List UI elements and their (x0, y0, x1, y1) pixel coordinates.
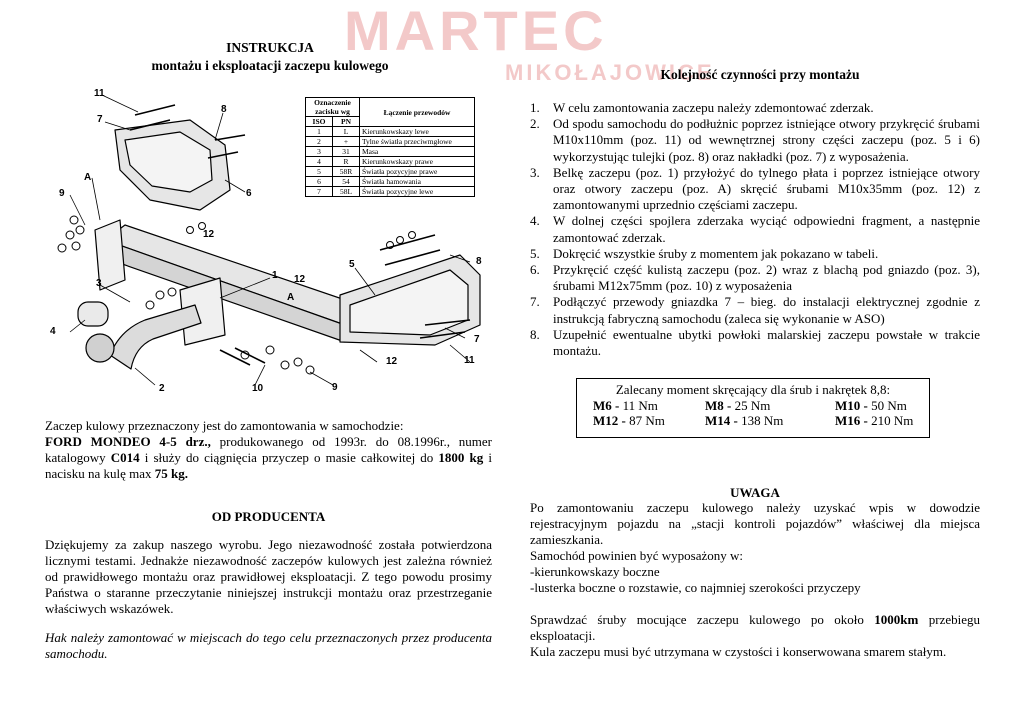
label-pos-8: 8 (221, 104, 227, 115)
label-pos-7: 7 (97, 114, 103, 125)
max-trailer-mass: 1800 kg (438, 450, 484, 465)
doc-subtitle: montażu i eksploatacji zaczepu kulowego (151, 58, 389, 73)
table-row: 5 58R Światła pozycyjne prawe (306, 167, 475, 177)
label-pos-3: 3 (96, 278, 102, 289)
label-pos-Ab: A (287, 292, 295, 303)
label-pos-12b: 12 (294, 274, 306, 285)
torque-heading: Zalecany moment skręcający dla śrub i nakrętek 8,8: (615, 382, 891, 397)
label-pos-6: 6 (246, 188, 252, 199)
label-pos-12: 12 (203, 229, 215, 240)
main-beam (105, 225, 360, 325)
watermark-location: MIKOŁAJOWICE (505, 60, 715, 85)
wiring-table (305, 97, 475, 197)
vehicle-description: Zaczep kulowy przeznaczony jest do zamontowania w samochodzie: FORD MONDEO 4-5 drz., produkowanego od 1993r. do 08.1996r., numer katalogowy C014 i służy do ciągnięcia przyczep o masie całkowitej do 1800 kg i nacisku na kulę max 75 kg. (45, 418, 492, 481)
list-item: 5. Dokręcić wszystkie śruby z momentem jak pokazano w tabeli. (530, 245, 879, 261)
table-row: 6 54 Światła hamowania (306, 177, 475, 187)
warning-heading: UWAGA (730, 485, 780, 500)
label-pos-11: 11 (94, 88, 105, 99)
list-item: 8. Uzupełnić ewentualne ubytki powłoki malarskiej zaczepu powstałe w trakcie montażu. (530, 326, 980, 359)
label-pos-5: 5 (349, 259, 355, 270)
table-row: 3 31 Masa (306, 147, 475, 157)
table-row: 2 + Tylne światła przeciwmgłowe (306, 137, 475, 147)
wiring-header-connection: Łączenie przewodów (360, 98, 475, 127)
producer-text: Dziękujemy za zakup naszego wyrobu. Jego niezawodność została potwierdzona licznymi testami. Jednakże niezawodność zaczepów kulowych jest zależna również od prawidłowego montażu oraz prawidłowej eksploatacji. Z tego powodu prosimy Państwa o staranne przeczytanie niniejszej instrukcji montażu oraz przestrzeganie właściwych wskazówek. (45, 537, 492, 616)
tow-ball (86, 334, 114, 362)
label-pos-12c: 12 (386, 356, 398, 367)
wiring-header-terminal: Oznaczenie zacisku wg (306, 98, 360, 117)
installation-steps (530, 100, 980, 359)
catalog-number: C014 (110, 450, 140, 465)
vehicle-model: FORD MONDEO 4-5 drz., (45, 434, 211, 449)
label-pos-1: 1 (272, 270, 278, 281)
label-pos-9b: 9 (332, 382, 338, 393)
producer-heading: OD PRODUCENTA (211, 509, 326, 524)
list-item: 6. Przykręcić część kulistą zaczepu (poz. 2) wraz z blachą pod gniazdo (poz. 3), śrubami M12x75mm (poz. 10) z wyposażenia (530, 262, 980, 294)
doc-title: INSTRUKCJA (226, 40, 314, 55)
list-item: 3. Belkę zaczepu (poz. 1) przyłożyć do tylnego płata i poprzez istniejące otwory oraz otwory zaczepu (poz. A) skręcić śrubami M10x35mm (poz. 12) z zamontowanymi uprzednio częściami zaczepu. (530, 164, 980, 213)
label-pos-4: 4 (50, 326, 56, 337)
label-pos-A: A (84, 172, 92, 183)
label-pos-7b: 7 (474, 334, 480, 345)
label-pos-10: 10 (252, 383, 264, 394)
table-row: 1 L Kierunkowskazy lewe (306, 127, 475, 137)
label-pos-2: 2 (159, 383, 165, 394)
list-item: 4. W dolnej części spojlera zderzaka wyciąć odpowiedni fragment, a następnie zamontować zderzak. (530, 213, 980, 245)
label-pos-8b: 8 (476, 256, 482, 267)
list-item: 1. W celu zamontowania zaczepu należy zdemontować zderzak. (530, 100, 874, 115)
table-row: 7 58L Światła pozycyjne lewe (306, 187, 475, 197)
list-item: 2. Od spodu samochodu do podłużnic poprzez istniejące otwory przykręcić śrubami M10x110mm (poz. 11) od wewnętrznej strony części zaczepu (poz. 5 i 6) wykorzystując tulejki (poz. 8) oraz nakładki (poz. 7) z wyposażenia. (530, 116, 980, 164)
wiring-subheader-iso: ISO (306, 117, 333, 127)
torque-row: M12 - 87 Nm M14 - 138 Nm M16 - 210 Nm (593, 413, 914, 428)
watermark-brand: MARTEC (344, 0, 608, 62)
label-pos-9: 9 (59, 188, 65, 199)
check-interval: 1000km (874, 612, 919, 627)
steps-heading: Kolejność czynności przy montażu (660, 67, 860, 82)
table-row: 4 R Kierunkowskazy prawe (306, 157, 475, 167)
warning-text: Po zamontowaniu zaczepu kulowego należy uzyskać wpis w dowodzie rejestracyjnym pojazdu na „stacji kontroli pojazdów” właściwej dla miejsca zamieszkania. Samochód powinien być wyposażony w: -kierunkowskazy boczne -lusterka boczne o rozstawie, co najmniej szerokości przyczepy Sprawdzać śruby mocujące zaczepu kulowego po około 1000km przebiegu eksploatacji. Kula zaczepu musi być utrzymana w czystości i konserwowana smarem stałym. (530, 500, 980, 659)
producer-note: Hak należy zamontować w miejscach do tego celu przeznaczonych przez producenta samochodu. (45, 630, 492, 661)
list-item: 7. Podłączyć przewody gniazdka 7 – bieg. do instalacji elektrycznej zgodnie z instrukcją fabryczną samochodu (zaleca się wykonanie w ASO) (530, 294, 980, 326)
max-ball-load: 75 kg. (154, 466, 188, 481)
torque-row: M6 - 11 Nm M8 - 25 Nm M10 - 50 Nm (593, 398, 907, 413)
wiring-subheader-pn: PN (333, 117, 360, 127)
torque-table (576, 378, 930, 438)
label-pos-11b: 11 (464, 355, 475, 366)
